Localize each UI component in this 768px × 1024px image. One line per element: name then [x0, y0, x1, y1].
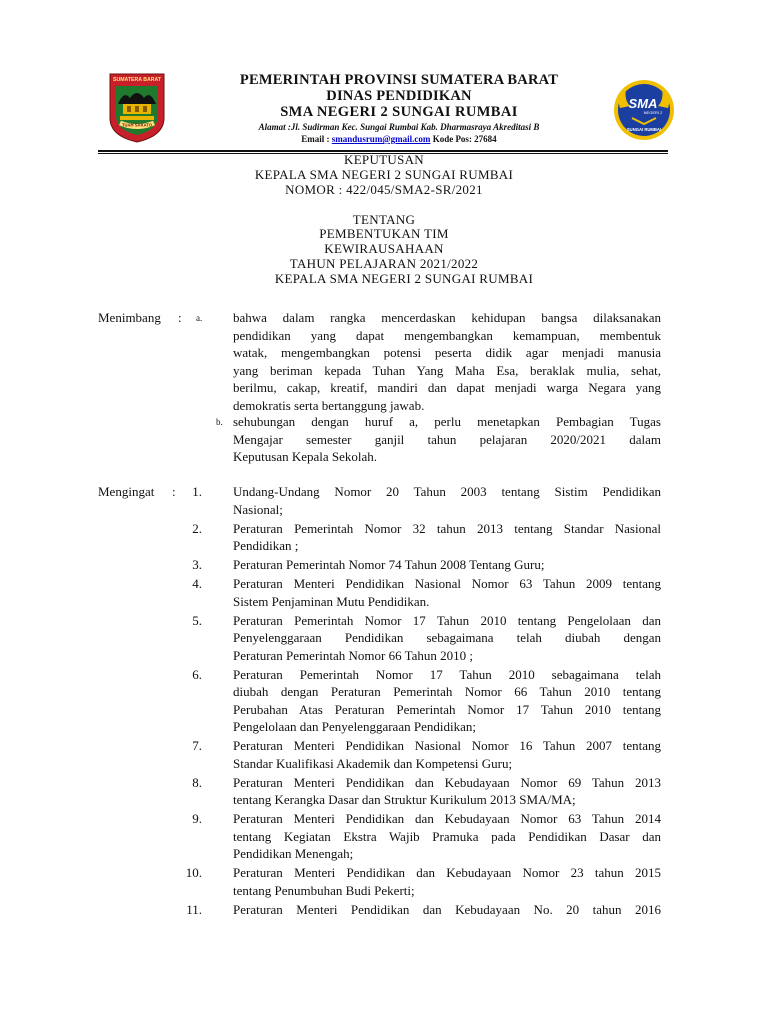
text-line: tentang Penumbuhan Budi Pekerti;: [233, 882, 415, 898]
text-line: Pengelolaan dan Penyelenggaraan Pendidikan;: [233, 719, 476, 734]
mengingat-item-number: 8.: [192, 774, 202, 790]
mengingat-item: [233, 737, 661, 772]
letterhead-province: PEMERINTAH PROVINSI SUMATERA BARAT: [239, 72, 559, 88]
mengingat-item-number: 2.: [192, 520, 202, 536]
mengingat-item-number: 7.: [192, 738, 202, 753]
mengingat-item: [233, 612, 661, 665]
mengingat-item: [233, 520, 661, 555]
mengingat-item: [233, 810, 661, 863]
letterhead-address: Alamat :Jl. Sudirman Kec. Sungai Rumbai Kab. Dharmasraya Akreditasi B: [258, 122, 540, 132]
logo-negeri-text: NEGERI 2: [643, 110, 663, 115]
text-line: Peraturan Menteri Pendidikan Nasional Nomor 16 Tahun 2007 tentang: [233, 738, 661, 753]
menimbang-marker-a: a.: [196, 313, 203, 323]
text-line: Peraturan Menteri Pendidikan dan Kebudayaan Nomor 23 tahun 2015: [233, 865, 661, 880]
sma-school-logo-icon: [612, 78, 676, 142]
text-line: diubah dengan Peraturan Pemerintah Nomor 66 Tahun 2010 tentang: [233, 684, 661, 699]
text-line: Peraturan Menteri Pendidikan dan Kebudayaan Nomor 69 Tahun 2013: [233, 774, 661, 790]
emblem-top-text: SUMATERA BARAT: [112, 77, 162, 83]
text-line: Peraturan Pemerintah Nomor 66 Tahun 2010 ;: [233, 647, 474, 663]
text-line: Peraturan Pemerintah Nomor 32 tahun 2013 tentang Standar Nasional: [233, 520, 661, 536]
letterhead-school-name: SMA NEGERI 2 SUNGAI RUMBAI: [280, 104, 518, 120]
text-line: demokratis serta bertanggung jawab.: [233, 397, 425, 413]
mengingat-item: [233, 774, 661, 809]
mengingat-item: [233, 901, 661, 919]
mengingat-item: [233, 483, 661, 518]
emblem-motto-text: TUAH SAKATO: [121, 122, 153, 128]
text-line: Peraturan Menteri Pendidikan dan Kebudayaan Nomor 63 Tahun 2014: [233, 811, 661, 826]
subject-line-1: PEMBENTUKAN TIM: [319, 226, 449, 241]
email-label: Email :: [301, 134, 330, 144]
decree-issuer: KEPALA SMA NEGERI 2 SUNGAI RUMBAI: [254, 167, 514, 182]
text-line: bahwa dalam rangka mencerdaskan kehidupan bangsa dilaksanakan: [233, 310, 661, 325]
text-line: Peraturan Menteri Pendidikan dan Kebudayaan No. 20 tahun 2016: [233, 901, 661, 917]
text-line: Peraturan Pemerintah Nomor 17 Tahun 2010 tentang Pengelolaan dan: [233, 612, 661, 628]
mengingat-item-number: 10.: [185, 865, 202, 880]
text-line: Pendidikan ;: [233, 538, 299, 553]
mengingat-item-number: 1.: [192, 484, 202, 499]
text-line: Perubahan Atas Peraturan Pemerintah Nomor 17 Tahun 2010 tentang: [233, 701, 661, 717]
menimbang-marker-b: b.: [216, 417, 223, 427]
text-line: Nasional;: [233, 501, 283, 517]
subject-line-2: KEWIRAUSAHAAN: [324, 241, 444, 256]
letterhead-email-line: [186, 133, 612, 145]
menimbang-colon: :: [178, 310, 182, 325]
text-line: tentang Kegiatan Ekstra Wajib Pramuka pada Pendidikan Dasar dan: [233, 828, 661, 844]
text-line: Peraturan Menteri Pendidikan Nasional Nomor 63 Tahun 2009 tentang: [233, 576, 661, 591]
tentang-label: TENTANG: [352, 212, 416, 227]
text-line: Pendidikan Menengah;: [233, 846, 354, 861]
menimbang-label: Menimbang: [98, 310, 161, 325]
mengingat-item: [233, 556, 661, 574]
sumatera-barat-emblem-icon: [106, 72, 168, 144]
menimbang-item-a: [233, 309, 661, 414]
mengingat-item-number: 3.: [192, 557, 202, 572]
text-line: Sistem Penjaminan Mutu Pendidikan.: [233, 593, 430, 609]
decree-number: NOMOR : 422/045/SMA2-SR/2021: [285, 182, 483, 197]
text-line: berilmu, cakap, kreatif, mandiri dan dapat menjadi warga Negara yang: [233, 380, 661, 395]
text-line: tentang Kerangka Dasar dan Struktur Kurikulum 2013 SMA/MA;: [233, 792, 576, 807]
text-line: Mengajar semester ganjil tahun pelajaran 2020/2021 dalam: [233, 431, 661, 447]
mengingat-label: Mengingat: [98, 484, 155, 499]
mengingat-item-number: 4.: [192, 576, 202, 591]
decree-heading: KEPUTUSAN: [344, 152, 424, 167]
postal-code: Kode Pos: 27684: [432, 134, 497, 144]
text-line: yang beriman kepada Tuhan Yang Maha Esa, beraklak mulia, sehat,: [233, 362, 661, 378]
mengingat-item: [233, 864, 661, 899]
menimbang-item-b: [233, 413, 661, 466]
mengingat-colon: :: [172, 484, 176, 499]
text-line: sehubungan dengan huruf a, perlu menetapkan Pembagian Tugas: [233, 414, 661, 429]
mengingat-item: [233, 575, 661, 610]
logo-sma-text: SMA: [628, 96, 658, 111]
mengingat-item-number: 5.: [192, 612, 202, 628]
text-line: Peraturan Pemerintah Nomor 74 Tahun 2008 Tentang Guru;: [233, 557, 545, 572]
text-line: Keputusan Kepala Sekolah.: [233, 449, 378, 464]
text-line: pendidikan yang dapat mengembangkan kemampuan, membentuk: [233, 327, 661, 343]
text-line: Standar Kualifikasi Akademik dan Kompetensi Guru;: [233, 755, 513, 771]
letterhead-department: DINAS PENDIDIKAN: [326, 88, 472, 104]
text-line: Peraturan Pemerintah Nomor 17 Tahun 2010 sebagaimana telah: [233, 666, 661, 682]
mengingat-item-number: 6.: [192, 666, 202, 682]
text-line: Undang-Undang Nomor 20 Tahun 2003 tentang Sistim Pendidikan: [233, 484, 661, 499]
logo-bottom-text: SUNGAI RUMBAI: [626, 127, 662, 132]
letterhead-text: [186, 72, 612, 145]
mengingat-item-number: 11.: [186, 901, 202, 917]
email-link[interactable]: smandusrum@gmail.com: [331, 134, 431, 144]
text-line: watak, mengembangkan potensi peserta didik agar menjadi manusia: [233, 345, 661, 360]
text-line: Penyelenggaraan Pendidikan sebagaimana telah diubah dengan: [233, 630, 661, 645]
mengingat-item-number: 9.: [192, 811, 202, 826]
subject-line-3: TAHUN PELAJARAN 2021/2022: [289, 256, 479, 271]
subject-line-4: KEPALA SMA NEGERI 2 SUNGAI RUMBAI: [274, 271, 534, 286]
mengingat-item: [233, 666, 661, 736]
letterhead: [98, 68, 670, 148]
